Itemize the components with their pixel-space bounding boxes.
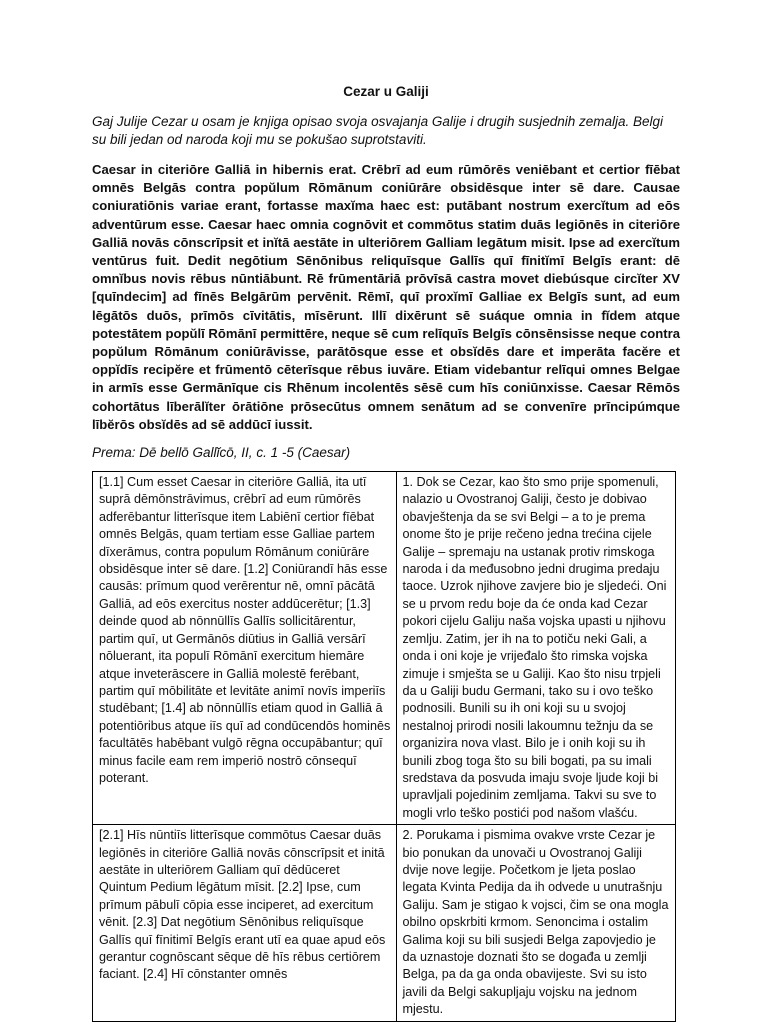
latin-paragraph: Caesar in citeriōre Galliā in hibernis erat. Crēbrī ad eum rūmōrēs veniēbant et certior fīēbat omnēs Belgās contra popŭlum Rōmānum coniūrāre obsidēsque inter sē dare. Causae coniuratiōnis variae erant, fortasse maxĭma haec est: putābant nostrum exercĭtum ad eōs adventūrum esse. Caesar haec omnia cognōvit et commōtus statim duās legiōnēs in citeriōre Galliā novās cōnscrīpsit et inĭtā aestāte in ulteriōrem Galliam legātum misit. Ipse ad exercĭtum ventūrus fuit. Dedit negōtium Sēnōnibus reliquīsque Gallīs quī fīnitĭmī Belgīs erant: dē omnĭbus novis rēbus nūntiābunt. Rē frūmentāriā prōvīsā castra movet diebúsque circĭter XV [quīndecim] ad fīnēs Belgārūm pervēnit. Rēmī, quī proxĭmī Galliae ex Belgīs sunt, ad eum lēgātōs duōs, prīmōs cīvitātis, mīsērunt. Illī dixērunt sē suáque omnia in fĭdem atque potestātem popŭlī Rōmānī permittēre, neque sē cum relīquīs Belgīs cōnsēnsisse neque contra popŭlum Rōmānum coniūrāvisse, parātōsque esse et obsĭdēs dare et imperāta facĕre et oppĭdīs recipĕre et frūmentō cēterīsque rēbus iuvāre. Etiam videbantur relīqui omnes Belgae in armīs esse Germānīque cis Rhēnum incolentēs sēsē cum hīs coniūnxisse. Caesar Rēmōs cohortātus līberālĭter ōrātiōne prōsecūtus omnem senātum ad se convenīre prīncipúmque lībĕrōs obsĭdēs ad sē addūcī iussit. [92,162,680,432]
latin-cell [93,825,397,1021]
table-row [93,825,676,1021]
parallel-text-table [92,471,676,1022]
table-row [93,472,676,825]
translation-cell: 2. Porukama i pismima ovakve vrste Cezar je bio ponukan da unovači u Ovostranoj Galiji dvije nove legije. Početkom je ljeta poslao legata Kvinta Pedija da ih odvede u unutrašnju Galiju. Sam je stigao k vojsci, čim se ona mogla obilno opskrbiti krmom. Senoncima i ostalim Galima koji su bili susjedi Belga zapovjedio je da uznastoje doznati što se događa u zemlji Belga, pa da ga onda obavijeste. Svi su isto javili da Belgi sakupljaju vojsku na jednom mjestu. [396,825,676,1021]
intro-paragraph: Gaj Julije Cezar u osam je knjiga opisao svoja osvajanja Galije i drugih susjednih zemalja. Belgi su bili jedan od naroda koji mu se pokušao suprotstaviti. [92,114,664,147]
translation-cell: 1. Dok se Cezar, kao što smo prije spomenuli, nalazio u Ovostranoj Galiji, često je dobivao obavještenja da se svi Belgi – a to je prema onome što je prije rečeno jedna trećina cijele Galije – spremaju na ustanak protiv rimskoga naroda i da međusobno jedni drugima predaju taoce. Uzrok njihove zavjere bio je sljedeći. Oni se u prvom redu boje da će onda kad Cezar pokori cijelu Galiju naša vojska upasti u njihovu zemlju. Zatim, jer ih na to potiču neki Gali, a onda i oni koje je vrijeđalo što rimska vojska zimuje i smješta se u Galiji. Kao što nisu trpjeli da u Galiji budu Germani, tako su i ovo teško podnosili. Bunili su ih oni koji su u svojoj nestalnoj prirodi nosili lakoumnu težnju da se organizira nova vlast. Bilo je i onih koji su ih bunili zbog toga što su bili bogati, pa su imali sredstava da posvuda imaju svoje ljude koji bi upravljali pojedinim zemljama. Takvi su sve to mogli vrlo teško postići pod našom vlašću. [396,472,676,825]
source-citation: Prema: Dē bellō Gallĭcō, II, c. 1 -5 (Caesar) [92,445,351,461]
latin-cell-text: [2.1] Hīs nūntiīs litterīsque commōtus Caesar duās legiōnēs in citeriōre Galliā novās cōnscrīpsit et initā aestāte in ulteriōrem Galliam quī dēdūceret Quintum Pedium lēgātum mīsit. [2.2] Ipse, cum prīmum pābulī cōpia esse inciperet, ad exercitum vēnit. [2.3] Dat negōtium Sēnōnibus reliquīsque Gallīs quī fīnitimī Belgīs erant utī ea quae apud eōs gerantur cognōscant sēque dē hīs rēbus certiōrem faciant. [2.4] Hī cōnstanter omnēs [99,828,386,982]
latin-cell: [1.1] Cum esset Caesar in citeriōre Galliā, ita utī suprā dēmōnstrāvimus, crēbrī ad eum rūmōrēs adferēbantur litterīsque item Labiēnī certior fīēbat omnēs Belgās, quam tertiam esse Galliae partem dīxerāmus, contra populum Rōmānum coniūrāre obsidēsque inter sē dare. [1.2] Coniūrandī hās esse causās: prīmum quod verērentur nē, omnī pācātā Galliā, ad eōs exercitus noster addūcerētur; [1.3] deinde quod ab nōnnūllīs Gallīs sollicitārentur, partim quī, ut Germānōs diūtius in Galliā versārī nōluerant, ita populī Rōmānī exercitum hiemāre atque inveterāscere in Galliā molestē ferēbant, partim quī mōbilitāte et levitāte animī novīs imperiīs studēbant; [1.4] ab nōnnūllīs etiam quod in Galliā ā potentiōribus atque iīs quī ad condūcendōs hominēs facultātēs habēbant vulgō rēgna occupābantur; quī minus facile eam rem imperiō nostrō cōnsequī poterant. [93,472,397,825]
document-title: Cezar u Galiji [343,84,429,99]
